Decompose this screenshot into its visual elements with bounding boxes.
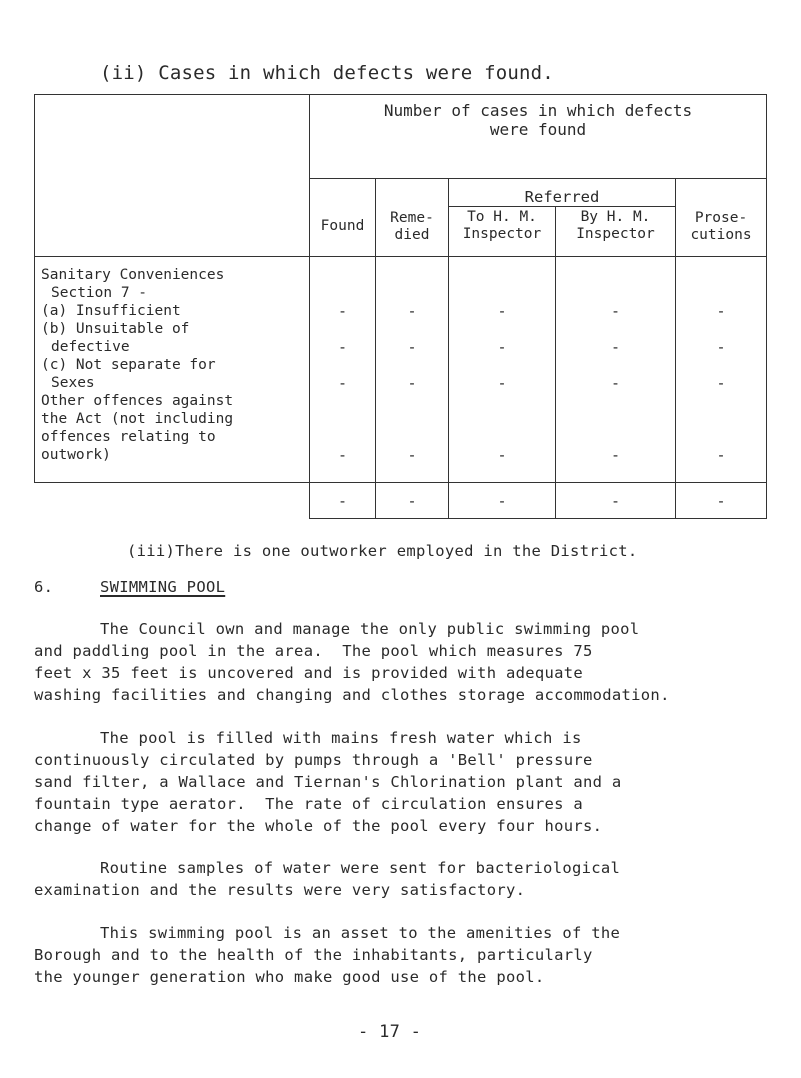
dash-value: -: [610, 302, 621, 320]
dash-value: -: [337, 338, 348, 356]
row-label: (a) Insufficient: [41, 303, 181, 319]
row-label: (c) Not separate for: [41, 357, 216, 373]
outworker-statement: (iii)There is one outworker employed in the District.: [127, 542, 638, 560]
page-number: - 17 -: [358, 1022, 422, 1042]
dash-value: -: [716, 492, 726, 510]
totals-blank-cell: [35, 483, 310, 519]
paragraph-line: The pool is filled with mains fresh water which is: [100, 729, 582, 747]
dash-value: -: [610, 492, 621, 510]
row-label: offences relating to: [41, 429, 216, 445]
row-label: Other offences against: [41, 393, 234, 409]
totals-prosecutions-cell: [676, 483, 767, 519]
dash-value: -: [716, 446, 726, 464]
defects-table: [34, 94, 767, 519]
row-label: (b) Unsuitable of: [41, 321, 190, 337]
dash-value: -: [337, 302, 348, 320]
found-column-cell: [310, 257, 376, 483]
dash-value: -: [497, 374, 507, 392]
section-heading: (ii) Cases in which defects were found.: [100, 62, 554, 84]
paragraph-line: continuously circulated by pumps through a 'Bell' pressure: [34, 751, 593, 769]
dash-value: -: [610, 374, 621, 392]
remedied-column-cell: [376, 257, 449, 483]
section-title: SWIMMING POOL: [100, 578, 226, 596]
paragraph-line: change of water for the whole of the pool every four hours.: [34, 817, 603, 835]
column-header-remedied: Reme- died: [376, 179, 449, 257]
dash-value: -: [716, 338, 726, 356]
paragraph-line: and paddling pool in the area. The pool which measures 75: [34, 642, 593, 660]
column-header-prosecutions: Prose- cutions: [676, 179, 767, 257]
paragraph-line: feet x 35 feet is uncovered and is provided with adequate: [34, 664, 584, 682]
dash-value: -: [407, 338, 417, 356]
paragraph-line: Borough and to the health of the inhabitants, particularly: [34, 946, 593, 964]
dash-value: -: [716, 374, 726, 392]
dash-value: -: [337, 492, 348, 510]
dash-value: -: [407, 446, 417, 464]
row-label: defective: [51, 339, 130, 355]
row-label: Sanitary Conveniences: [41, 267, 225, 283]
dash-value: -: [407, 302, 417, 320]
prosecutions-column-cell: [676, 257, 767, 483]
section-number: 6.: [34, 578, 54, 596]
paragraph-line: the younger generation who make good use of the pool.: [34, 968, 545, 986]
column-header-found: Found: [310, 179, 376, 257]
row-label: Section 7 -: [51, 285, 148, 301]
table-corner-cell: [35, 95, 310, 257]
column-header-by-hm-inspector: By H. M. Inspector: [556, 207, 676, 257]
dash-value: -: [337, 446, 348, 464]
paragraph-line: sand filter, a Wallace and Tiernan's Chlorination plant and a: [34, 773, 622, 791]
group-header: Number of cases in which defects were found: [310, 95, 767, 179]
paragraph-line: washing facilities and changing and clothes storage accommodation.: [34, 686, 670, 704]
totals-found-cell: [310, 483, 376, 519]
paragraph-line: examination and the results were very satisfactory.: [34, 881, 526, 899]
paragraph-line: The Council own and manage the only public swimming pool: [100, 620, 640, 638]
dash-value: -: [497, 492, 507, 510]
row-label: Sexes: [51, 375, 95, 391]
totals-remedied-cell: [376, 483, 449, 519]
row-label: the Act (not including: [41, 411, 234, 427]
paragraph-line: This swimming pool is an asset to the amenities of the: [100, 924, 621, 942]
dash-value: -: [610, 338, 621, 356]
column-header-to-hm-inspector: To H. M. Inspector: [449, 207, 556, 257]
dash-value: -: [497, 446, 507, 464]
dash-value: -: [407, 374, 417, 392]
totals-to-hm-cell: [449, 483, 556, 519]
to-hm-column-cell: [449, 257, 556, 483]
totals-by-hm-cell: [556, 483, 676, 519]
dash-value: -: [716, 302, 726, 320]
by-hm-column-cell: [556, 257, 676, 483]
paragraph-line: Routine samples of water were sent for bacteriological: [100, 859, 621, 877]
referred-header: Referred: [449, 179, 676, 207]
row-labels-cell: [35, 257, 310, 483]
paragraph-line: fountain type aerator. The rate of circulation ensures a: [34, 795, 584, 813]
dash-value: -: [407, 492, 417, 510]
row-label: outwork): [41, 447, 111, 463]
dash-value: -: [497, 338, 507, 356]
dash-value: -: [610, 446, 621, 464]
dash-value: -: [497, 302, 507, 320]
dash-value: -: [337, 374, 348, 392]
